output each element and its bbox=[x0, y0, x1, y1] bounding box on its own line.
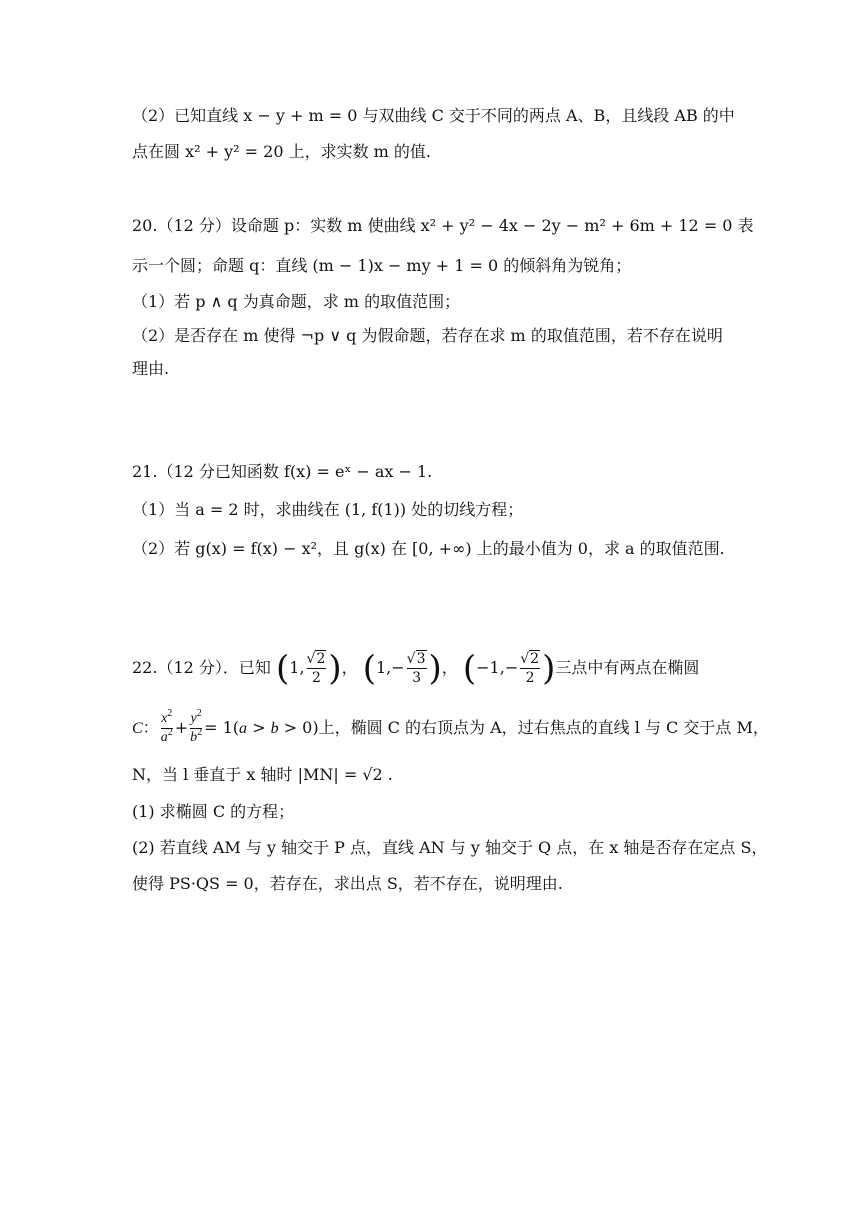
q20-part1: （1）若 p ∧ q 为真命题，求 m 的取值范围； bbox=[132, 292, 461, 311]
q20-line2: 示一个圆；命题 q：直线 (m − 1)x − my + 1 = 0 的倾斜角为锐角； bbox=[132, 256, 632, 275]
q21-part1: （1）当 a = 2 时，求曲线在 (1, f(1)) 处的切线方程； bbox=[132, 500, 524, 519]
q22-intro: 22.（12 分）．已知 bbox=[132, 658, 271, 677]
q21-part2: （2）若 g(x) = f(x) − x²，且 g(x) 在 [0, +∞) 上的最小值为 0，求 a 的取值范围. bbox=[132, 539, 725, 558]
q22-point2: (1,− $\frac{√3}{3}$ ) bbox=[362, 648, 442, 689]
q22-point1: (1, $\frac{√2}{2}$ ) bbox=[276, 648, 342, 689]
ellipse-equation: C： $\frac{x^2}{a^2}$ + $\frac{y^2}{b^2}$ = 1(a > b > 0) bbox=[132, 708, 319, 745]
q19-part2-line1: （2）已知直线 x − y + m = 0 与双曲线 C 交于不同的两点 A、B，且线段 AB 的中 bbox=[132, 106, 735, 125]
q22-point3: (−1,− $\frac{√2}{2}$ ) bbox=[462, 648, 556, 689]
q22-part1: (1) 求椭圆 C 的方程； bbox=[132, 802, 295, 821]
q22-line2-text: 上，椭圆 C 的右顶点为 A，过右焦点的直线 l 与 C 交于点 M， bbox=[318, 718, 769, 737]
q20-part2-line2: 理由. bbox=[132, 359, 170, 378]
q22-line1: 22.（12 分）．已知 (1, $\frac{√2}{2}$ )， (1,− $\frac{√3}{3}$ )， (−1,− $\frac{√2}{2}$ )三点中有两点在椭圆 bbox=[132, 648, 700, 689]
q19-part2-line2: 点在圆 x² + y² = 20 上，求实数 m 的值. bbox=[132, 142, 432, 161]
q20-part2-line1: （2）是否存在 m 使得 ¬p ∨ q 为假命题，若存在求 m 的取值范围，若不存在说明 bbox=[132, 326, 723, 345]
q22-line2 bbox=[132, 706, 769, 750]
q21-line1: 21.（12 分已知函数 f(x) = eˣ − ax − 1. bbox=[132, 462, 433, 481]
q22-intro-tail: 三点中有两点在椭圆 bbox=[555, 658, 700, 677]
q22-part2-line1: (2) 若直线 AM 与 y 轴交于 P 点，直线 AN 与 y 轴交于 Q 点，在 x 轴是否存在定点 S， bbox=[132, 838, 768, 857]
q22-line3: N，当 l 垂直于 x 轴时 |MN| = √2 . bbox=[132, 765, 393, 784]
q20-line1: 20.（12 分）设命题 p：实数 m 使曲线 x² + y² − 4x − 2y − m² + 6m + 12 = 0 表 bbox=[132, 216, 754, 235]
q22-part2-line2: 使得 PS·QS = 0，若存在，求出点 S，若不存在，说明理由. bbox=[132, 874, 563, 893]
